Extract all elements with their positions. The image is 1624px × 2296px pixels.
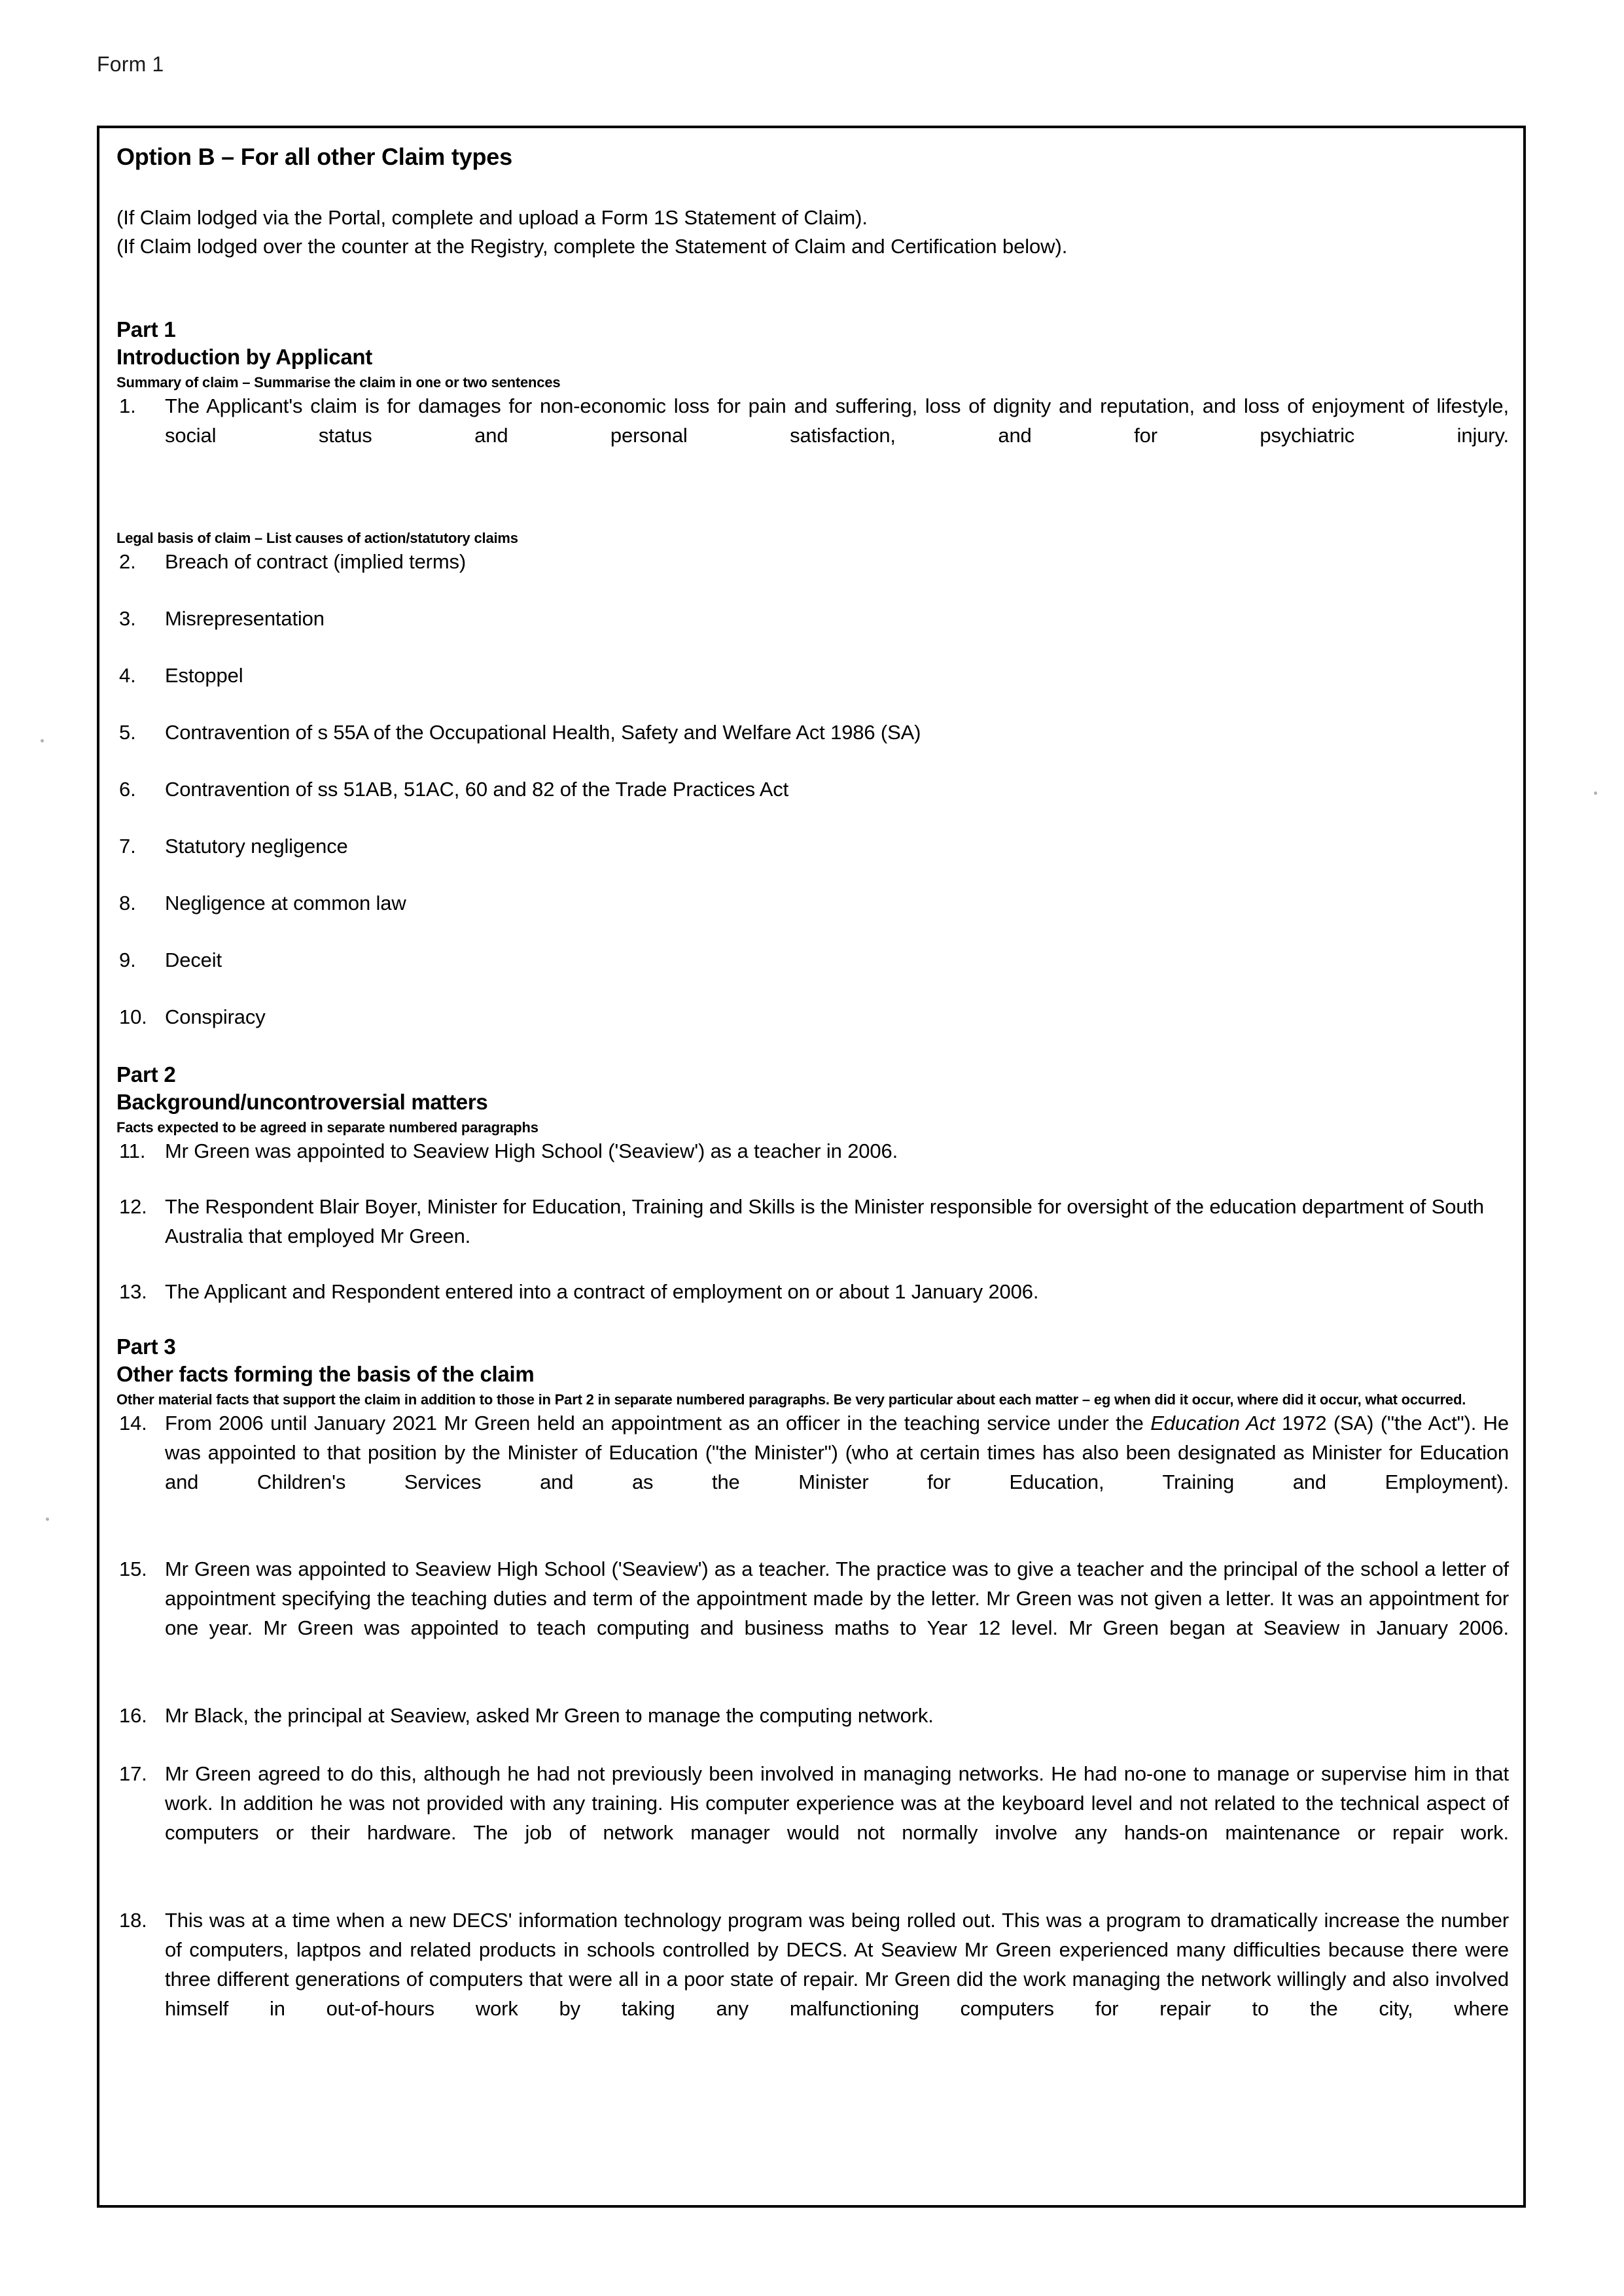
- list-item: [116, 392, 1509, 480]
- list-item-text: This was at a time when a new DECS' information technology program was being rolled out. This was a program to dramatically increase the number of computers, laptpos and related products in schools controlled by DECS. At Seaview Mr Green experienced many difficulties because there were three different generations of computers that were all in a poor state of repair. Mr Green did the work managing the network willingly and also involved himself in out-of-hours work by taking any malfunctioning computers for repair to the city, where: [165, 1908, 1509, 2020]
- part-3-section: [116, 1333, 1509, 2053]
- list-item-text: Mr Green was appointed to Seaview High School ('Seaview') as a teacher in 2006.: [165, 1139, 898, 1162]
- list-item-number: 1.: [119, 394, 136, 418]
- part-3-title: Other facts forming the basis of the claim: [116, 1361, 535, 1386]
- item-14-statute-name: Education Act: [1150, 1411, 1275, 1435]
- list-item: [116, 946, 1509, 975]
- list-item: [116, 1278, 1509, 1307]
- list-item-number: 3.: [119, 607, 136, 631]
- list-item: [116, 1555, 1509, 1673]
- part-3-caption: Other material facts that support the claim in addition to those in Part 2 in separate numbered paragraphs. Be very particular about each matter – eg when did it occur, where did it occur, what occurred.: [116, 1391, 1466, 1408]
- claim-form-frame: [97, 126, 1526, 2208]
- list-item-text: Mr Black, the principal at Seaview, asked Mr Green to manage the computing network.: [165, 1704, 934, 1728]
- list-item-text: Estoppel: [165, 664, 243, 687]
- list-item-number: 16.: [119, 1704, 147, 1728]
- scan-speck: [41, 739, 44, 742]
- list-item-number: 18.: [119, 1908, 147, 1932]
- list-item-number: 15.: [119, 1557, 147, 1581]
- part-1-legal-list: [116, 548, 1509, 1032]
- list-item-text: Statutory negligence: [165, 834, 348, 858]
- list-item: [116, 661, 1509, 691]
- list-item-number: 13.: [119, 1279, 147, 1303]
- list-item-number: 10.: [119, 1005, 147, 1028]
- item-14-pre: From 2006 until January 2021 Mr Green held an appointment as an officer in the teaching service under the: [165, 1411, 1151, 1435]
- list-item-text: Misrepresentation: [165, 607, 325, 631]
- list-item-text: Deceit: [165, 948, 222, 971]
- list-item: [116, 718, 1509, 748]
- part-3-list: [116, 1409, 1509, 2053]
- list-item-number: 17.: [119, 1762, 147, 1786]
- list-item-text: Negligence at common law: [165, 891, 406, 914]
- list-item-text: Mr Green agreed to do this, although he had not previously been involved in managing networks. He had no-one to manage or supervise him in that work. In addition he was not provided with any training. His computer experience was at the keyboard level and not related to the technical aspect of computers or their hardware. The job of network manager would not normally involve any hands-on maintenance or repair work.: [165, 1762, 1509, 1845]
- list-item: [116, 1003, 1509, 1032]
- list-item-number: 9.: [119, 948, 136, 971]
- list-item-number: 8.: [119, 891, 136, 914]
- list-item-text: [165, 1409, 1509, 1527]
- list-item-number: 5.: [119, 721, 136, 744]
- list-item-number: 6.: [119, 777, 136, 801]
- list-item-number: 4.: [119, 664, 136, 687]
- list-item: [116, 548, 1509, 577]
- option-b-heading: Option B – For all other Claim types: [116, 143, 512, 170]
- item-14-post: 1972 (SA) ("the Act"). He was appointed to that position by the Minister of Education ("the Minister") (who at certain times has also been designated as Minister for Education and Children's Services and as the Minister for Education, Training and Employment).: [165, 1411, 1509, 1493]
- list-item-text: Mr Green was appointed to Seaview High School ('Seaview') as a teacher. The practice was to give a teacher and the principal of the school a letter of appointment specifying the teaching duties and term of the appointment made by the letter. Mr Green was not given a letter. It was an appointment for one year. Mr Green was appointed to teach computing and business maths to Year 12 level. Mr Green began at Seaview in January 2006.: [165, 1557, 1509, 1640]
- lodgement-notes: [116, 203, 1509, 261]
- list-item: [116, 775, 1509, 805]
- list-item: [116, 1409, 1509, 1527]
- part-2-number: Part 2: [116, 1062, 176, 1087]
- part-3-number: Part 3: [116, 1334, 176, 1359]
- list-item-text: Breach of contract (implied terms): [165, 550, 467, 574]
- list-item-text: Conspiracy: [165, 1005, 266, 1028]
- list-item: [116, 889, 1509, 918]
- part-2-section: [116, 1061, 1509, 1307]
- part-2-title: Background/uncontroversial matters: [116, 1089, 488, 1114]
- claim-form-body: [116, 143, 1509, 2082]
- part-1-summary-list: [116, 392, 1509, 480]
- form-label: Form 1: [97, 52, 164, 76]
- scan-speck: [1594, 791, 1597, 795]
- part-1-number: Part 1: [116, 317, 176, 342]
- list-item-number: 12.: [119, 1194, 147, 1218]
- part-2-caption: Facts expected to be agreed in separate numbered paragraphs: [116, 1119, 538, 1136]
- list-item-text: Contravention of s 55A of the Occupational Health, Safety and Welfare Act 1986 (SA): [165, 721, 921, 744]
- part-1-section: [116, 316, 1509, 1032]
- part-2-list: [116, 1137, 1509, 1307]
- list-item: [116, 1701, 1509, 1731]
- list-item: [116, 1137, 1509, 1166]
- list-item-text: The Respondent Blair Boyer, Minister for Education, Training and Skills is the Minister responsible for oversight of the education department of South Australia that employed Mr Green.: [165, 1194, 1484, 1247]
- scan-speck: [46, 1518, 49, 1521]
- list-item: [116, 832, 1509, 861]
- list-item-number: 14.: [119, 1411, 147, 1435]
- part-1-title: Introduction by Applicant: [116, 345, 372, 370]
- list-item-text: The Applicant and Respondent entered into a contract of employment on or about 1 January 2006.: [165, 1279, 1039, 1303]
- lodgement-note-portal: (If Claim lodged via the Portal, complete and upload a Form 1S Statement of Claim).: [116, 206, 868, 230]
- list-item: [116, 1192, 1509, 1251]
- part-1-legal-caption: Legal basis of claim – List causes of action/statutory claims: [116, 530, 518, 547]
- list-item: [116, 1906, 1509, 2053]
- list-item-text: Contravention of ss 51AB, 51AC, 60 and 82 of the Trade Practices Act: [165, 777, 789, 801]
- list-item-number: 7.: [119, 834, 136, 858]
- list-item-number: 2.: [119, 550, 136, 574]
- list-item: [116, 604, 1509, 634]
- list-item-number: 11.: [119, 1139, 146, 1162]
- list-item: [116, 1760, 1509, 1877]
- part-1-summary-caption: Summary of claim – Summarise the claim in one or two sentences: [116, 374, 561, 391]
- list-item-text: The Applicant's claim is for damages for non-economic loss for pain and suffering, loss of dignity and reputation, and loss of enjoyment of lifestyle, social status and personal satisfaction, and for psychiatric injury.: [165, 394, 1509, 447]
- lodgement-note-registry: (If Claim lodged over the counter at the Registry, complete the Statement of Claim and Certification below).: [116, 235, 1068, 258]
